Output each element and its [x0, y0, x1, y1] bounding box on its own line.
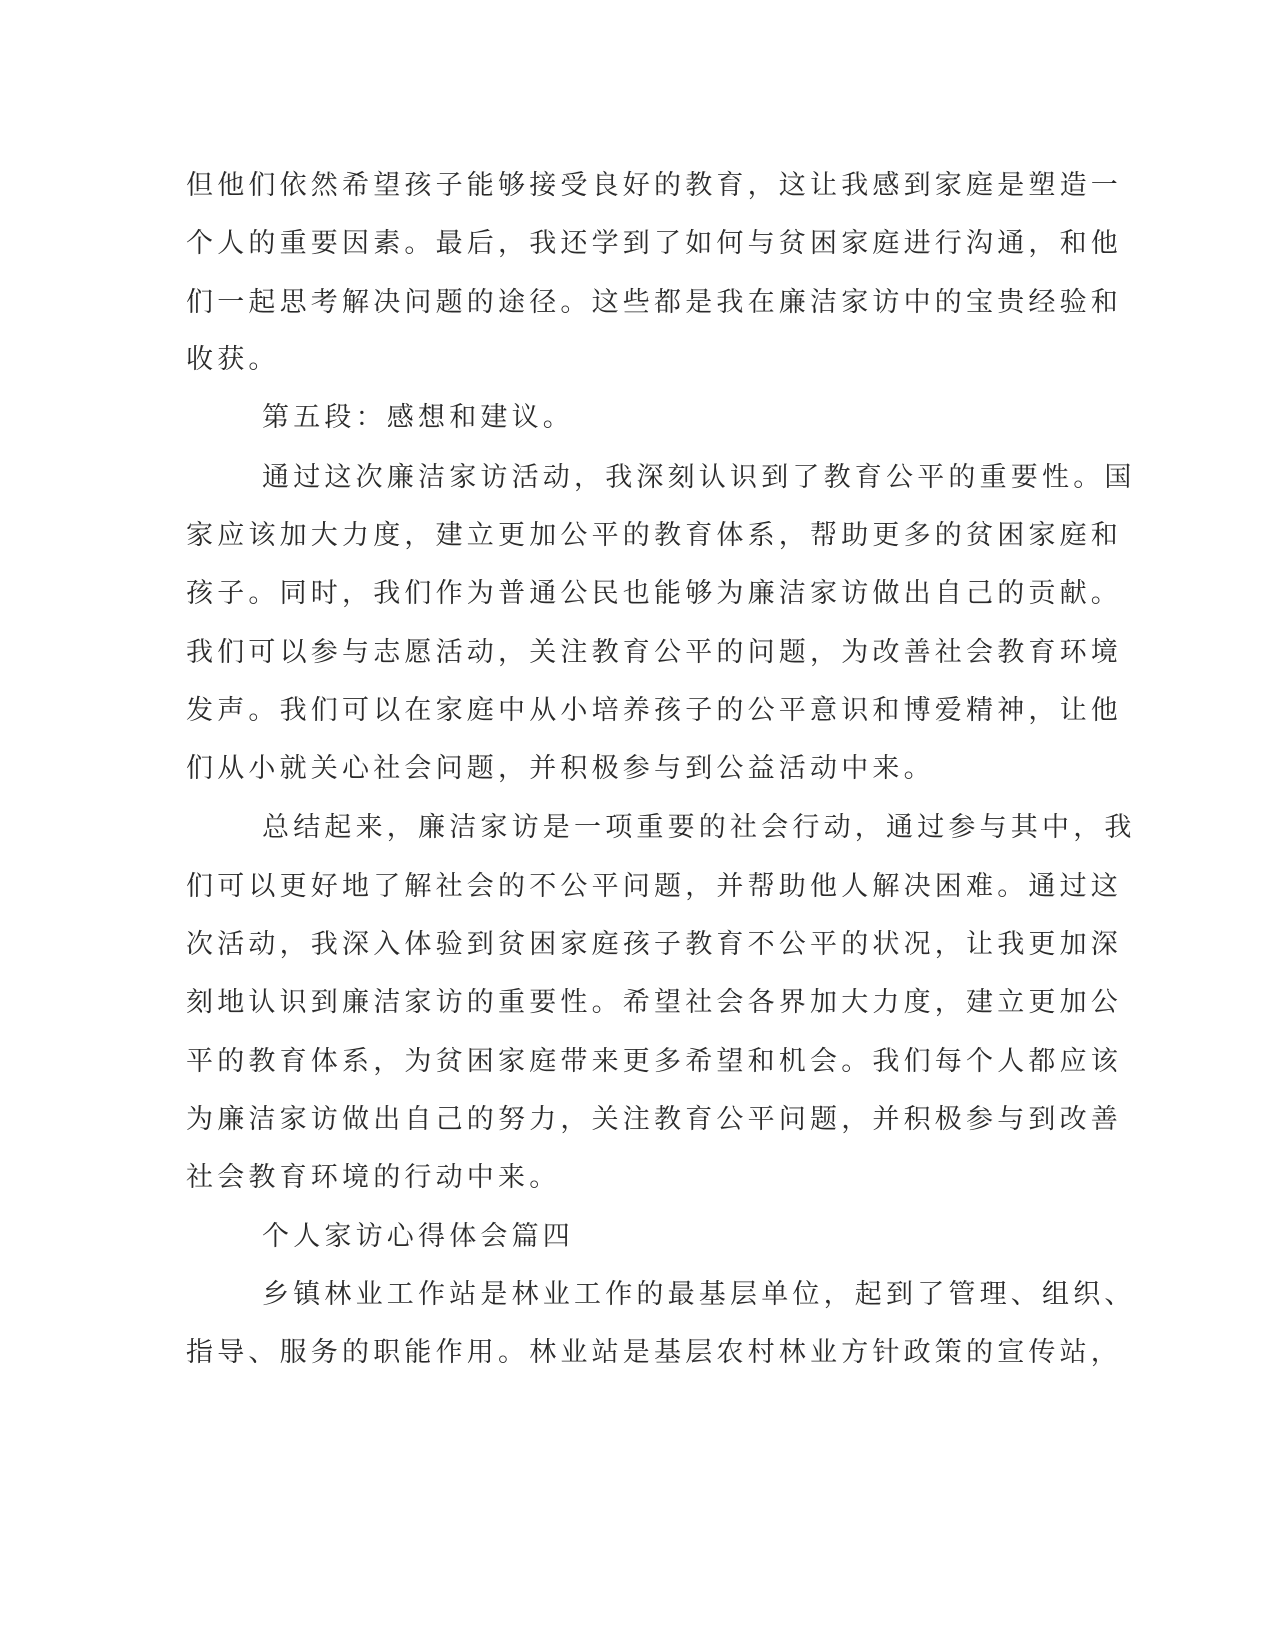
paragraph-line: 们从小就关心社会问题，并积极参与到公益活动中来。: [186, 753, 935, 784]
paragraph-line: 次活动，我深入体验到贫困家庭孩子教育不公平的状况，让我更加深: [186, 929, 1122, 960]
paragraph-line: 指导、服务的职能作用。林业站是基层农村林业方针政策的宣传站，: [186, 1337, 1122, 1368]
paragraph-line: 乡镇林业工作站是林业工作的最基层单位，起到了管理、组织、: [262, 1279, 1136, 1310]
paragraph-line: 总结起来，廉洁家访是一项重要的社会行动，通过参与其中，我: [262, 812, 1136, 843]
paragraph-line: 个人的重要因素。最后，我还学到了如何与贫困家庭进行沟通，和他: [186, 228, 1122, 259]
paragraph-line: 们可以更好地了解社会的不公平问题，并帮助他人解决困难。通过这: [186, 871, 1122, 902]
paragraph-line: 社会教育环境的行动中来。: [186, 1162, 561, 1193]
paragraph-line: 通过这次廉洁家访活动，我深刻认识到了教育公平的重要性。国: [262, 462, 1136, 493]
paragraph-line: 刻地认识到廉洁家访的重要性。希望社会各界加大力度，建立更加公: [186, 987, 1122, 1018]
paragraph-line: 收获。: [186, 344, 280, 375]
paragraph-line: 我们可以参与志愿活动，关注教育公平的问题，为改善社会教育环境: [186, 637, 1122, 668]
paragraph-line: 们一起思考解决问题的途径。这些都是我在廉洁家访中的宝贵经验和: [186, 287, 1122, 318]
paragraph-line: 发声。我们可以在家庭中从小培养孩子的公平意识和博爱精神，让他: [186, 695, 1122, 726]
section-heading: 第五段：感想和建议。: [262, 402, 574, 433]
paragraph-line: 但他们依然希望孩子能够接受良好的教育，这让我感到家庭是塑造一: [186, 170, 1122, 201]
paragraph-line: 平的教育体系，为贫困家庭带来更多希望和机会。我们每个人都应该: [186, 1046, 1122, 1077]
paragraph-line: 家应该加大力度，建立更加公平的教育体系，帮助更多的贫困家庭和: [186, 520, 1122, 551]
paragraph-line: 为廉洁家访做出自己的努力，关注教育公平问题，并积极参与到改善: [186, 1104, 1122, 1135]
section-heading: 个人家访心得体会篇四: [262, 1221, 574, 1252]
paragraph-line: 孩子。同时，我们作为普通公民也能够为廉洁家访做出自己的贡献。: [186, 578, 1122, 609]
